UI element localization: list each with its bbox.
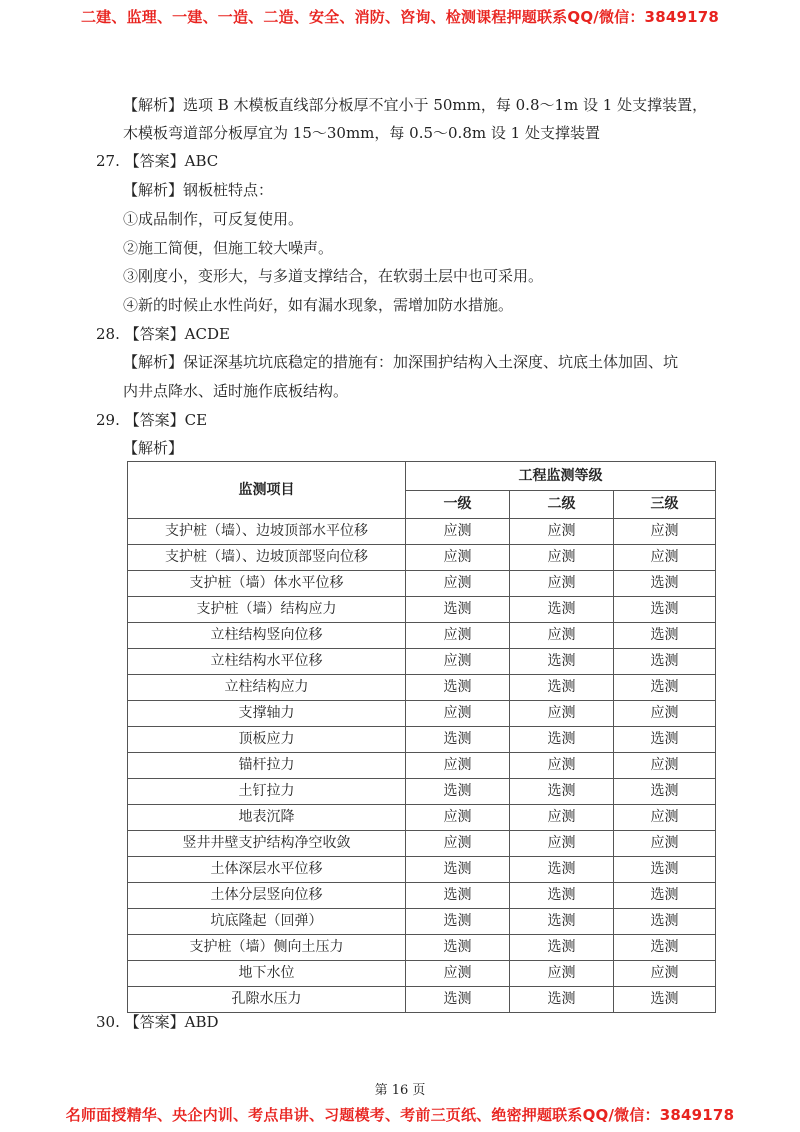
level-2-cell: 选测: [510, 935, 614, 961]
monitoring-item-cell: 立柱结构应力: [128, 675, 406, 701]
q27-point-1: ①成品制作，可反复使用。: [123, 210, 304, 228]
level-2-cell: 应测: [510, 805, 614, 831]
level-2-cell: 应测: [510, 753, 614, 779]
level-2-cell: 选测: [510, 857, 614, 883]
level-1-cell: 应测: [406, 831, 510, 857]
level-3-cell: 应测: [614, 805, 716, 831]
level-1-cell: 应测: [406, 753, 510, 779]
table-row: [128, 987, 716, 1013]
level-1-cell: 应测: [406, 519, 510, 545]
level-2-cell: 选测: [510, 883, 614, 909]
table-row: [128, 831, 716, 857]
level-2-cell: 选测: [510, 727, 614, 753]
level-1-cell: 选测: [406, 883, 510, 909]
monitoring-item-cell: 支护桩（墙）体水平位移: [128, 571, 406, 597]
level-2-cell: 应测: [510, 519, 614, 545]
table-row: [128, 805, 716, 831]
level-3-cell: 应测: [614, 701, 716, 727]
promo-banner-top: 二建、监理、一建、一造、二造、安全、消防、咨询、检测课程押题联系QQ/微信：3849178: [80, 8, 720, 26]
level-2-cell: 选测: [510, 649, 614, 675]
table-row: [128, 961, 716, 987]
level-3-cell: 选测: [614, 935, 716, 961]
q27-point-2: ②施工简便，但施工较大噪声。: [123, 239, 334, 257]
q30-number: 30.: [96, 1013, 120, 1031]
table-row: [128, 909, 716, 935]
table-row: [128, 519, 716, 545]
table-row: [128, 571, 716, 597]
q28-block: [96, 324, 230, 344]
q27-block: [96, 151, 218, 171]
monitoring-item-cell: 孔隙水压力: [128, 987, 406, 1013]
monitoring-item-cell: 支护桩（墙）结构应力: [128, 597, 406, 623]
level-2-cell: 应测: [510, 623, 614, 649]
level-1-cell: 应测: [406, 571, 510, 597]
monitoring-item-cell: 顶板应力: [128, 727, 406, 753]
level-3-cell: 选测: [614, 727, 716, 753]
level-1-cell: 应测: [406, 961, 510, 987]
level-3-cell: 选测: [614, 857, 716, 883]
monitoring-item-cell: 坑底隆起（回弹）: [128, 909, 406, 935]
q27-point-4: ④新的时候止水性尚好，如有漏水现象，需增加防水措施。: [123, 296, 514, 314]
table-row: [128, 883, 716, 909]
level-1-cell: 应测: [406, 545, 510, 571]
monitoring-item-cell: 土体分层竖向位移: [128, 883, 406, 909]
level-3-cell: 选测: [614, 675, 716, 701]
q28-number: 28.: [96, 325, 120, 343]
monitoring-item-cell: 支撑轴力: [128, 701, 406, 727]
level-1-cell: 选测: [406, 779, 510, 805]
level-2-cell: 选测: [510, 987, 614, 1013]
level-3-cell: 应测: [614, 753, 716, 779]
q27-number: 27.: [96, 152, 120, 170]
level-1-cell: 选测: [406, 597, 510, 623]
level-3-cell: 选测: [614, 987, 716, 1013]
level-3-cell: 应测: [614, 961, 716, 987]
table-row: [128, 753, 716, 779]
monitoring-table: [127, 461, 716, 1013]
table-row: [128, 545, 716, 571]
q29-answer: 【答案】CE: [124, 411, 208, 429]
monitoring-item-cell: 支护桩（墙）、边坡顶部竖向位移: [128, 545, 406, 571]
q26-analysis-line1: 【解析】选项 B 木模板直线部分板厚不宜小于 50mm，每 0.8～1m 设 1 处支撑装置，: [123, 96, 708, 114]
level-header-2: 二级: [510, 491, 614, 519]
level-1-cell: 应测: [406, 649, 510, 675]
level-1-cell: 应测: [406, 805, 510, 831]
monitoring-item-cell: 土钉拉力: [128, 779, 406, 805]
monitoring-item-cell: 锚杆拉力: [128, 753, 406, 779]
level-3-cell: 应测: [614, 519, 716, 545]
level-2-cell: 选测: [510, 779, 614, 805]
q27-answer: 【答案】ABC: [124, 152, 219, 170]
level-3-cell: 选测: [614, 779, 716, 805]
level-1-cell: 选测: [406, 935, 510, 961]
table-row: [128, 623, 716, 649]
level-3-cell: 选测: [614, 883, 716, 909]
level-2-cell: 应测: [510, 701, 614, 727]
monitoring-level-group-header: 工程监测等级: [406, 462, 716, 491]
monitoring-item-cell: 支护桩（墙）、边坡顶部水平位移: [128, 519, 406, 545]
monitoring-table-body: [128, 519, 716, 1013]
monitoring-item-cell: 土体深层水平位移: [128, 857, 406, 883]
level-2-cell: 应测: [510, 961, 614, 987]
q27-analysis: 【解析】钢板桩特点：: [123, 181, 274, 199]
level-3-cell: 选测: [614, 623, 716, 649]
level-1-cell: 应测: [406, 623, 510, 649]
q28-analysis-line2: 内井点降水、适时施作底板结构。: [123, 382, 349, 400]
level-3-cell: 选测: [614, 909, 716, 935]
level-2-cell: 选测: [510, 909, 614, 935]
monitoring-item-cell: 立柱结构竖向位移: [128, 623, 406, 649]
table-row: [128, 727, 716, 753]
level-3-cell: 选测: [614, 649, 716, 675]
table-row: [128, 597, 716, 623]
level-3-cell: 应测: [614, 545, 716, 571]
level-1-cell: 应测: [406, 701, 510, 727]
table-row: [128, 649, 716, 675]
level-1-cell: 选测: [406, 909, 510, 935]
q28-analysis-line1: 【解析】保证深基坑坑底稳定的措施有：加深围护结构入土深度、坑底土体加固、坑: [123, 353, 679, 371]
level-1-cell: 选测: [406, 675, 510, 701]
level-2-cell: 选测: [510, 675, 614, 701]
level-1-cell: 选测: [406, 857, 510, 883]
q28-answer: 【答案】ACDE: [124, 325, 230, 343]
page-number: 第 16 页: [374, 1083, 426, 1098]
table-row: [128, 701, 716, 727]
monitoring-item-cell: 地表沉降: [128, 805, 406, 831]
monitoring-item-cell: 地下水位: [128, 961, 406, 987]
table-row: [128, 857, 716, 883]
q27-point-3: ③刚度小，变形大，与多道支撑结合，在软弱土层中也可采用。: [123, 267, 544, 285]
level-1-cell: 选测: [406, 987, 510, 1013]
monitoring-item-cell: 竖井井壁支护结构净空收敛: [128, 831, 406, 857]
level-2-cell: 应测: [510, 545, 614, 571]
level-3-cell: 应测: [614, 831, 716, 857]
level-2-cell: 应测: [510, 831, 614, 857]
q26-analysis-line2: 木模板弯道部分板厚宜为 15～30mm，每 0.5～0.8m 设 1 处支撑装置: [123, 124, 600, 142]
level-2-cell: 选测: [510, 597, 614, 623]
level-header-3: 三级: [614, 491, 716, 519]
q30-answer: 【答案】ABD: [124, 1013, 219, 1031]
q29-block: [96, 410, 207, 430]
q29-analysis: 【解析】: [123, 439, 184, 457]
level-1-cell: 选测: [406, 727, 510, 753]
table-row: [128, 779, 716, 805]
promo-banner-bottom: 名师面授精华、央企内训、考点串讲、习题模考、考前三页纸、绝密押题联系QQ/微信：3849178: [65, 1106, 735, 1124]
level-2-cell: 应测: [510, 571, 614, 597]
table-row: [128, 675, 716, 701]
monitoring-item-cell: 支护桩（墙）侧向土压力: [128, 935, 406, 961]
level-header-1: 一级: [406, 491, 510, 519]
monitoring-item-header: 监测项目: [128, 462, 406, 519]
monitoring-item-cell: 立柱结构水平位移: [128, 649, 406, 675]
table-row: [128, 935, 716, 961]
q30-block: [96, 1012, 219, 1032]
level-3-cell: 选测: [614, 597, 716, 623]
q29-number: 29.: [96, 411, 120, 429]
level-3-cell: 选测: [614, 571, 716, 597]
